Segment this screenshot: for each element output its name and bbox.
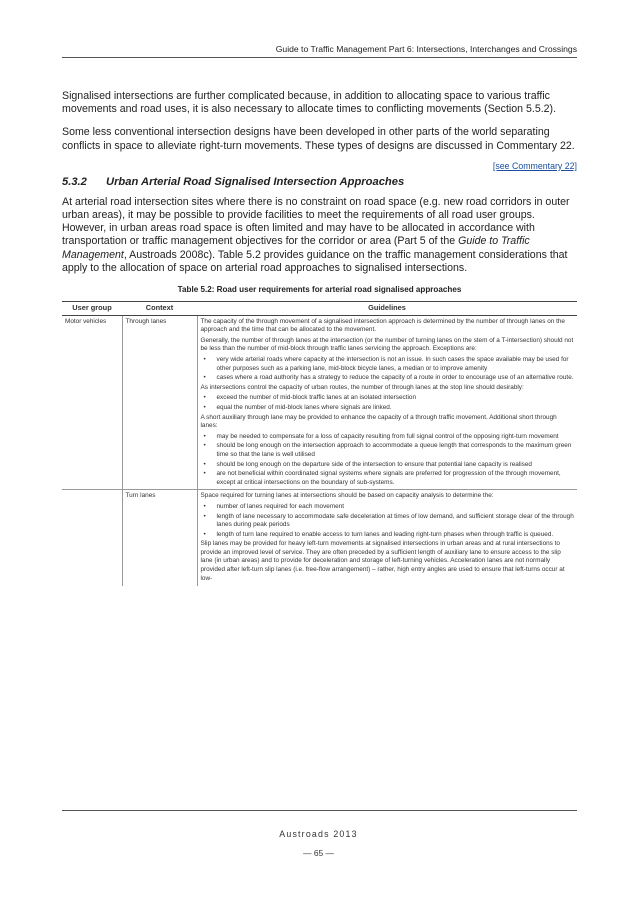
bullet-icon: •	[203, 442, 206, 450]
header-user-group: User group	[62, 302, 122, 316]
section-heading	[62, 176, 577, 188]
bullet-icon: •	[203, 470, 206, 478]
context-cell: Through lanes	[122, 315, 197, 490]
licence-side-note	[0, 514, 1, 874]
bullet-text: equal the number of mid-block lanes where signals are linked.	[216, 403, 392, 411]
paragraph-arterial-part1: At arterial road intersection sites where there is no constraint on road space (e.g. new road corridors in outer urban areas), it may be possible to provide facilities to meet the requirements of all road user groups. However, in urban areas road space is often limited and may have to be allocated in accordance with transportation or traffic management objectives for the corridor or area (Part 5 of the	[62, 195, 570, 248]
bullet-icon: •	[203, 356, 206, 363]
section-number: 5.3.2	[62, 175, 87, 188]
guideline-bullet	[201, 442, 575, 459]
bullet-icon: •	[203, 394, 206, 402]
guideline-bullet	[201, 531, 575, 540]
bullet-icon: •	[203, 502, 206, 510]
paragraph-arterial	[62, 196, 577, 275]
guideline-paragraph: Slip lanes may be provided for heavy left-turn movements at signalised intersections in urban areas and at rural intersections to provide an improved level of service. They are often preceded by a sufficient length of auxiliary lane to ensure access to the slip lane (in urban areas) and to provide for deceleration and storage of left-turning vehicles. Acceleration lanes are not normally provided after left-turn slip lanes (i.e. free-flow arrangement) – rather, high entry angles are used to ensure that left-turns occur at low-	[200, 540, 565, 582]
bullet-icon: •	[203, 460, 206, 468]
guidelines-cell	[197, 490, 577, 586]
bullet-icon: •	[203, 374, 206, 382]
bullet-text: may be needed to compensate for a loss of capacity resulting from full signal control of the opposing right-turn movement	[216, 432, 559, 440]
table-row	[62, 490, 577, 586]
guideline-bullet	[201, 461, 575, 470]
header-rule	[62, 57, 577, 58]
bullet-text: should be long enough on the intersection approach to accommodate a queue length that corresponds to the maximum green time so that the lane is well utilised	[216, 442, 572, 458]
guideline-bullet	[201, 433, 575, 442]
paragraph-signalised: Signalised intersections are further complicated because, in addition to allocating space to various traffic movements and road uses, it is also necessary to allocate times to conflicting movements (Section 5.5.2).	[62, 90, 557, 116]
section-title: Urban Arterial Road Signalised Intersection Approaches	[106, 175, 405, 188]
guideline-bullet	[201, 404, 575, 413]
guideline-paragraph: The capacity of the through movement of a signalised intersection approach is determined by the number of through lanes on the approach and the time that can be allocated to the movement.	[200, 317, 565, 334]
bullet-text: exceed the number of mid-block traffic lanes at an isolated intersection	[216, 394, 417, 402]
bullet-text: length of lane necessary to accommodate safe deceleration at times of low demand, and sufficient storage clear of the through lanes during peak periods	[216, 512, 574, 529]
guidelines-cell	[197, 315, 577, 490]
paragraph-unconventional: Some less conventional intersection designs have been developed in other parts of the world separating conflicts in space to alleviate right-turn movements. These types of designs are discussed in Commentary 22.	[62, 126, 575, 152]
bullet-text: number of lanes required for each movement	[216, 502, 345, 510]
bullet-text: cases where a road authority has a strategy to reduce the capacity of a route in order to encourage use of an alternative route.	[216, 374, 574, 382]
bullet-text: length of turn lane required to enable access to turn lanes and leading right-turn phases when through traffic is queued.	[216, 530, 554, 538]
guideline-paragraph: Space required for turning lanes at intersections should be based on capacity analysis to determine the:	[200, 492, 494, 500]
bullet-icon: •	[203, 512, 206, 520]
guide-title-italic: Guide to Traffic Management	[62, 235, 530, 261]
table-caption: Table 5.2: Road user requirements for arterial road signalised approaches	[177, 285, 462, 295]
guideline-bullet	[201, 503, 575, 512]
header-context: Context	[122, 302, 197, 316]
user-group-cell: Motor vehicles	[62, 315, 122, 490]
context-cell: Turn lanes	[122, 490, 197, 586]
guideline-paragraph: A short auxiliary through lane may be provided to enhance the capacity of a through traffic movement. Additional short through lanes:	[200, 413, 557, 430]
paragraph-arterial-part2: , Austroads 2008c). Table 5.2 provides guidance on the traffic management considerations that apply to the allocation of space on arterial road approaches to signalised intersections.	[62, 248, 568, 274]
bullet-text: should be long enough on the departure side of the intersection to ensure that potential lane capacity is realised	[216, 460, 532, 468]
bullet-text: are not beneficial within coordinated signal systems where signals are preferred for progression of the through movement, except at critical intersections on the boundary of sub-systems.	[216, 470, 561, 486]
footer-organisation: Austroads 2013	[279, 829, 358, 839]
requirements-table	[62, 301, 577, 586]
bullet-icon: •	[203, 432, 206, 440]
user-group-cell	[62, 490, 122, 586]
guideline-bullet	[201, 374, 575, 383]
bullet-icon: •	[203, 403, 206, 411]
bullet-text: very wide arterial roads where capacity at the intersection is not an issue. In such cases the space available may be used for other purposes such as a parking lane, mid-block bicycle lanes, a median or to improve amenity	[216, 356, 569, 372]
guideline-bullet	[201, 513, 575, 530]
page-content	[62, 90, 577, 586]
guideline-bullet	[201, 356, 575, 373]
guideline-bullet	[201, 470, 575, 487]
guideline-paragraph: As intersections control the capacity of urban routes, the number of through lanes at the stop line should desirably:	[200, 383, 524, 391]
guideline-bullet	[201, 394, 575, 403]
header-guidelines: Guidelines	[197, 302, 577, 316]
table-row	[62, 315, 577, 490]
footer-rule	[62, 810, 577, 811]
page-number: — 65 —	[303, 848, 334, 858]
commentary-link[interactable]: [see Commentary 22]	[492, 160, 577, 171]
table-header-row	[62, 302, 577, 316]
bullet-icon: •	[203, 530, 206, 538]
guideline-paragraph: Generally, the number of through lanes at the intersection (or the number of turning lanes on the stem of a T-intersection) should not be less than the number of mid-block through traffic lanes servicing the approach. Exceptions are:	[200, 336, 574, 353]
running-header: Guide to Traffic Management Part 6: Intersections, Interchanges and Crossings	[275, 44, 577, 54]
